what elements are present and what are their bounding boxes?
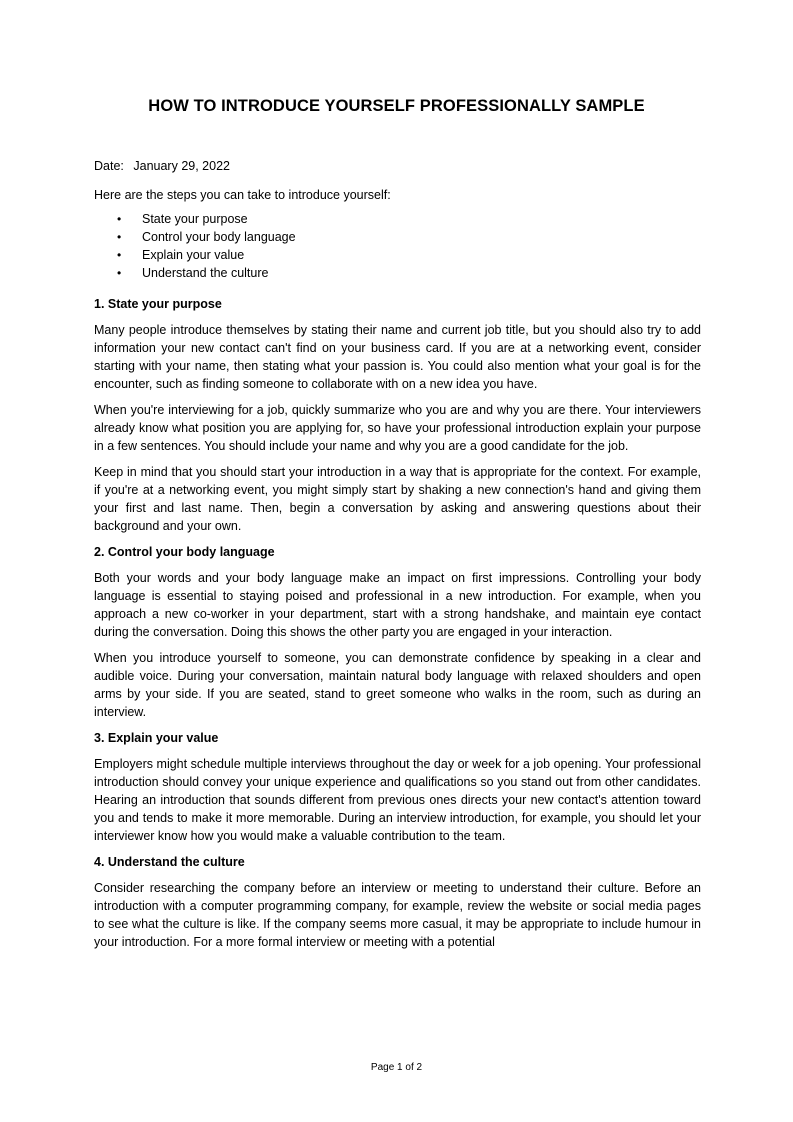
section-body-language — [94, 543, 701, 721]
date-line — [94, 157, 701, 175]
list-item — [94, 264, 701, 282]
section-heading: 4. Understand the culture — [94, 855, 245, 869]
paragraph: Both your words and your body language make an impact on first impressions. Controlling your body language is essential to staying poised and professional in a new introduction. For example, when you approach a new co-worker in your department, start with a strong handshake, and maintain eye contact during the conversation. Doing this shows the other party you are engaged in your interaction. — [94, 571, 701, 639]
intro-text: Here are the steps you can take to introduce yourself: — [94, 188, 391, 202]
date-label: Date: — [94, 159, 124, 173]
paragraph: When you introduce yourself to someone, you can demonstrate confidence by speaking in a clear and audible voice. During your conversation, maintain natural body language with relaxed shoulders and open arms by your side. If you are seated, stand to greet someone who walks in the room, such as during an interview. — [94, 651, 701, 719]
step-label: Explain your value — [142, 248, 245, 262]
section-explain-value — [94, 729, 701, 845]
section-understand-culture — [94, 853, 701, 951]
bullet-icon: • — [117, 212, 122, 226]
document-body — [94, 157, 701, 959]
section-heading: 2. Control your body language — [94, 545, 275, 559]
steps-list — [94, 210, 701, 282]
step-label: Understand the culture — [142, 266, 269, 280]
bullet-icon: • — [117, 266, 122, 280]
section-heading: 1. State your purpose — [94, 297, 222, 311]
document-title: HOW TO INTRODUCE YOURSELF PROFESSIONALLY SAMPLE — [148, 97, 645, 115]
step-label: State your purpose — [142, 212, 248, 226]
page-number: Page 1 of 2 — [370, 1062, 423, 1073]
list-item — [94, 228, 701, 246]
paragraph: When you're interviewing for a job, quickly summarize who you are and why you are there. Your interviewers already know what position you are applying for, so have your professional introduction explain your purpose in a few sentences. You should include your name and why you are a good candidate for the job. — [94, 403, 701, 453]
bullet-icon: • — [117, 248, 122, 262]
list-item — [94, 246, 701, 264]
paragraph: Keep in mind that you should start your introduction in a way that is appropriate for the context. For example, if you're at a networking event, you might simply start by shaking a new connection's hand and giving them your first and last name. Then, begin a conversation by asking and answering questions about their background and your own. — [94, 465, 701, 533]
bullet-icon: • — [117, 230, 122, 244]
step-label: Control your body language — [142, 230, 296, 244]
paragraph: Employers might schedule multiple interviews throughout the day or week for a job opening. Your professional introduction should convey your unique experience and qualifications so you stand out from other candidates. Hearing an introduction that sounds different from previous ones directs your new contact's attention toward you and tends to make it more memorable. During an interview introduction, for example, you should let your interviewer know how you would make a valuable contribution to the team. — [94, 757, 701, 843]
date-value: January 29, 2022 — [133, 159, 230, 173]
paragraph: Many people introduce themselves by stating their name and current job title, but you should also try to add information your new contact can't find on your business card. If you are at a networking event, consider starting with your name, then stating what your passion is. You could also mention what your goal is for the encounter, such as finding someone to collaborate with on a new idea you have. — [94, 323, 701, 391]
paragraph: Consider researching the company before an interview or meeting to understand their culture. Before an introduction with a computer programming company, for example, review the website or social media pages to see what the culture is like. If the company seems more casual, it may be appropriate to include humour in your introduction. For a more formal interview or meeting with a potential — [94, 881, 701, 949]
section-state-purpose — [94, 295, 701, 535]
section-heading: 3. Explain your value — [94, 731, 219, 745]
list-item — [94, 210, 701, 228]
